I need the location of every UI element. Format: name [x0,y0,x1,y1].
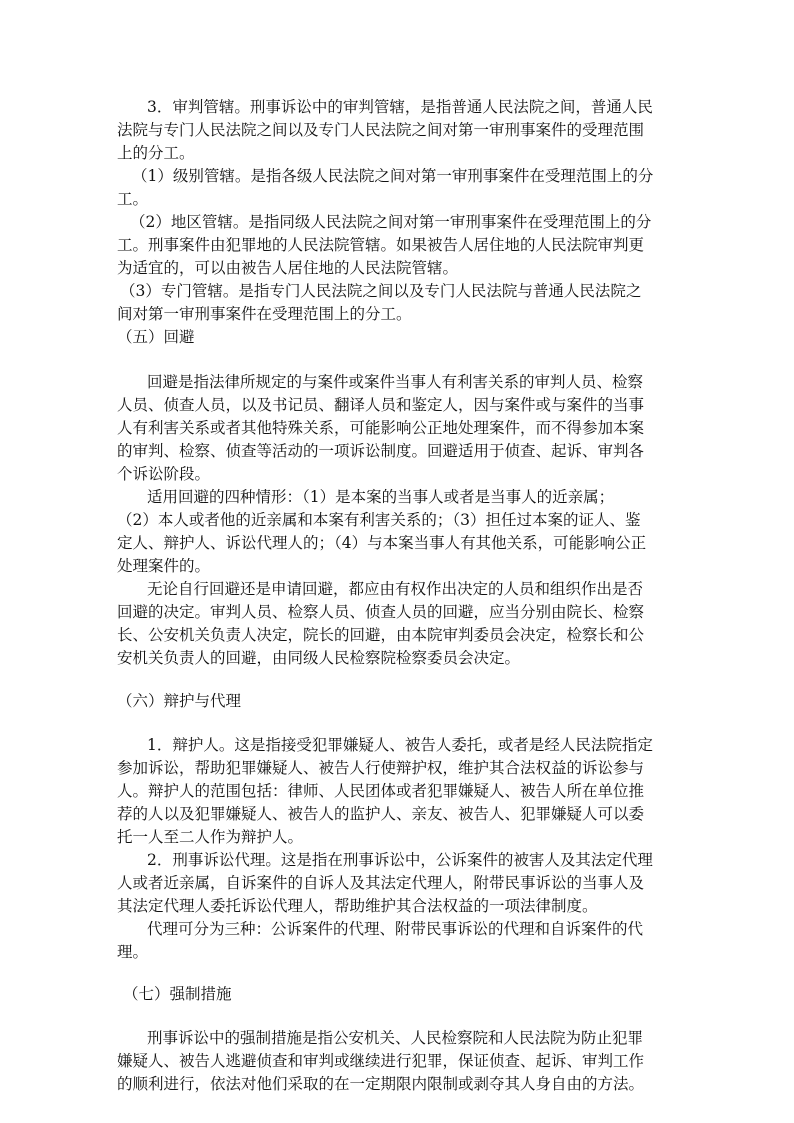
text-line: 刑事诉讼中的强制措施是指公安机关、人民检察院和人民法院为防止犯罪 [147,1029,644,1047]
text-line: 处理案件的。 [117,557,211,575]
text-line: 工。 [117,190,149,208]
text-line: 托一人至二人作为辩护人。 [117,828,304,846]
section-heading: （七）强制措施 [123,985,232,1003]
text-line: 荐的人以及犯罪嫌疑人、被告人的监护人、亲友、被告人、犯罪嫌疑人可以委 [117,805,645,823]
text-line: 其法定代理人委托诉讼代理人，帮助维护其合法权益的一项法律制度。 [117,897,598,915]
text-line: 代理可分为三种：公诉案件的代理、附带民事诉讼的代理和自诉案件的代 [147,920,644,938]
text-line: 嫌疑人、被告人逃避侦查和审判或继续进行犯罪，保证侦查、起诉、审判工作 [117,1052,645,1070]
text-line: 人员、侦查人员，以及书记员、翻译人员和鉴定人，因与案件或与案件的当事 [117,396,645,414]
text-line: 人有利害关系或者其他特殊关系，可能影响公正地处理案件，而不得参加本案 [117,419,645,437]
text-line: 人或者近亲属，自诉案件的自诉人及其法定代理人，附带民事诉讼的当事人及 [117,874,645,892]
section-heading: （六）辩护与代理 [117,692,242,710]
text-line: （2）本人或者他的近亲属和本案有利害关系的；（3）担任过本案的证人、鉴 [117,511,641,529]
text-line: （2）地区管辖。是指同级人民法院之间对第一审刑事案件在受理范围上的分 [130,213,652,231]
text-line: 2．刑事诉讼代理。这是指在刑事诉讼中，公诉案件的被害人及其法定代理 [147,851,653,869]
text-line: 无论自行回避还是申请回避，都应由有权作出决定的人员和组织作出是否 [147,580,644,598]
text-line: 回避的决定。审判人员、检察人员、侦查人员的回避，应当分别由院长、检察 [117,603,645,621]
text-line: （3）专门管辖。是指专门人民法院之间以及专门人民法院与普通人民法院之 [120,282,642,300]
text-line: 的顺利进行，依法对他们采取的在一定期限内限制或剥夺其人身自由的方法。 [117,1075,645,1093]
text-line: 长、公安机关负责人决定，院长的回避，由本院审判委员会决定，检察长和公 [117,626,645,644]
text-line: 1．辩护人。这是指接受犯罪嫌疑人、被告人委托，或者是经人民法院指定 [147,736,653,754]
text-line: 间对第一审刑事案件在受理范围上的分工。 [117,305,412,323]
text-line: 法院与专门人民法院之间以及专门人民法院之间对第一审刑事案件的受理范围 [117,121,645,139]
text-line: 定人、辩护人、诉讼代理人的；（4）与本案当事人有其他关系，可能影响公正 [117,534,647,552]
text-line: 个诉讼阶段。 [117,465,211,483]
text-line: 的审判、检察、侦查等活动的一项诉讼制度。回避适用于侦查、起诉、审判各 [117,442,645,460]
text-line: 回避是指法律所规定的与案件或案件当事人有利害关系的审判人员、检察 [147,373,644,391]
text-line: 参加诉讼，帮助犯罪嫌疑人、被告人行使辩护权，维护其合法权益的诉讼参与 [117,759,645,777]
text-line: （1）级别管辖。是指各级人民法院之间对第一审刑事案件在受理范围上的分 [132,167,654,185]
text-line: 理。 [117,943,149,961]
section-heading: （五）回避 [117,328,195,346]
text-line: 为适宜的，可以由被告人居住地的人民法院管辖。 [117,259,459,277]
text-line: 适用回避的四种情形：（1）是本案的当事人或者是当事人的近亲属； [147,488,615,506]
text-line: 3．审判管辖。刑事诉讼中的审判管辖，是指普通人民法院之间，普通人民 [147,98,653,116]
text-line: 安机关负责人的回避，由同级人民检察院检察委员会决定。 [117,649,521,667]
text-line: 上的分工。 [117,144,195,162]
text-line: 工。刑事案件由犯罪地的人民法院管辖。如果被告人居住地的人民法院审判更 [117,236,645,254]
text-line: 人。辩护人的范围包括：律师、人民团体或者犯罪嫌疑人、被告人所在单位推 [117,782,645,800]
